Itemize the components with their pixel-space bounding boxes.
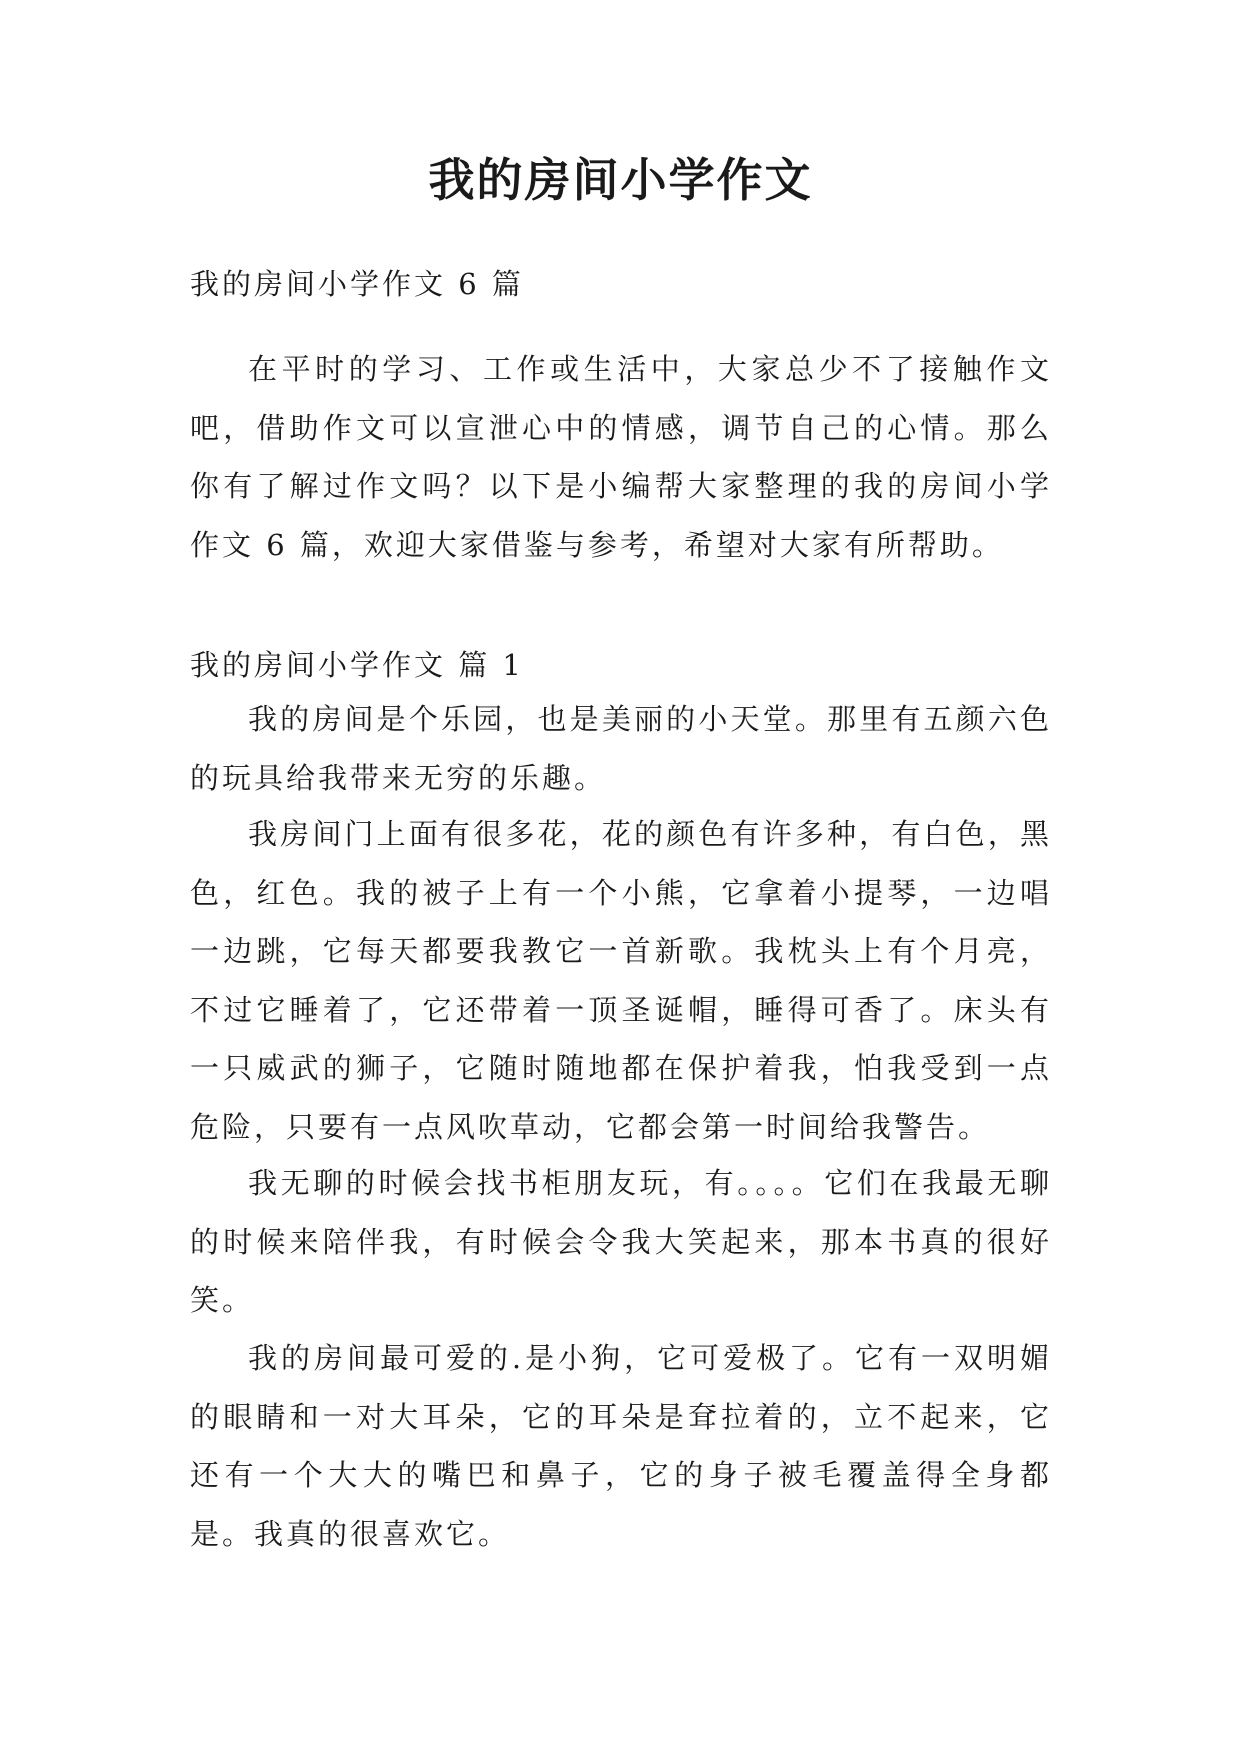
intro-paragraph: 在平时的学习、工作或生活中，大家总少不了接触作文吧，借助作文可以宣泄心中的情感，调节自己的心情。那么你有了解过作文吗？以下是小编帮大家整理的我的房间小学作文 6 篇，欢迎大家借鉴与参考，希望对大家有所帮助。 bbox=[190, 352, 1052, 562]
document-title: 我的房间小学作文 bbox=[428, 153, 813, 207]
section-1-paragraph-1: 我的房间是个乐园，也是美丽的小天堂。那里有五颜六色的玩具给我带来无穷的乐趣。 bbox=[190, 702, 1052, 795]
section-1-paragraph-2: 我房间门上面有很多花，花的颜色有许多种，有白色，黑色，红色。我的被子上有一个小熊，它拿着小提琴，一边唱一边跳，它每天都要我教它一首新歌。我枕头上有个月亮，不过它睡着了，它还带着一顶圣诞帽，睡得可香了。床头有一只威武的狮子，它随时随地都在保护着我，怕我受到一点危险，只要有一点风吹草动，它都会第一时间给我警告。 bbox=[190, 817, 1052, 1144]
section-1-paragraph-4: 我的房间最可爱的.是小狗，它可爱极了。它有一双明媚的眼睛和一对大耳朵，它的耳朵是耷拉着的，立不起来，它还有一个大大的嘴巴和鼻子，它的身子被毛覆盖得全身都是。我真的很喜欢它。 bbox=[190, 1341, 1052, 1551]
section-1-paragraph-3: 我无聊的时候会找书柜朋友玩，有。。。。它们在我最无聊的时候来陪伴我，有时候会令我大笑起来，那本书真的很好笑。 bbox=[190, 1166, 1052, 1317]
section-1-heading: 我的房间小学作文 篇 1 bbox=[190, 648, 524, 682]
intro-heading: 我的房间小学作文 6 篇 bbox=[190, 267, 524, 301]
